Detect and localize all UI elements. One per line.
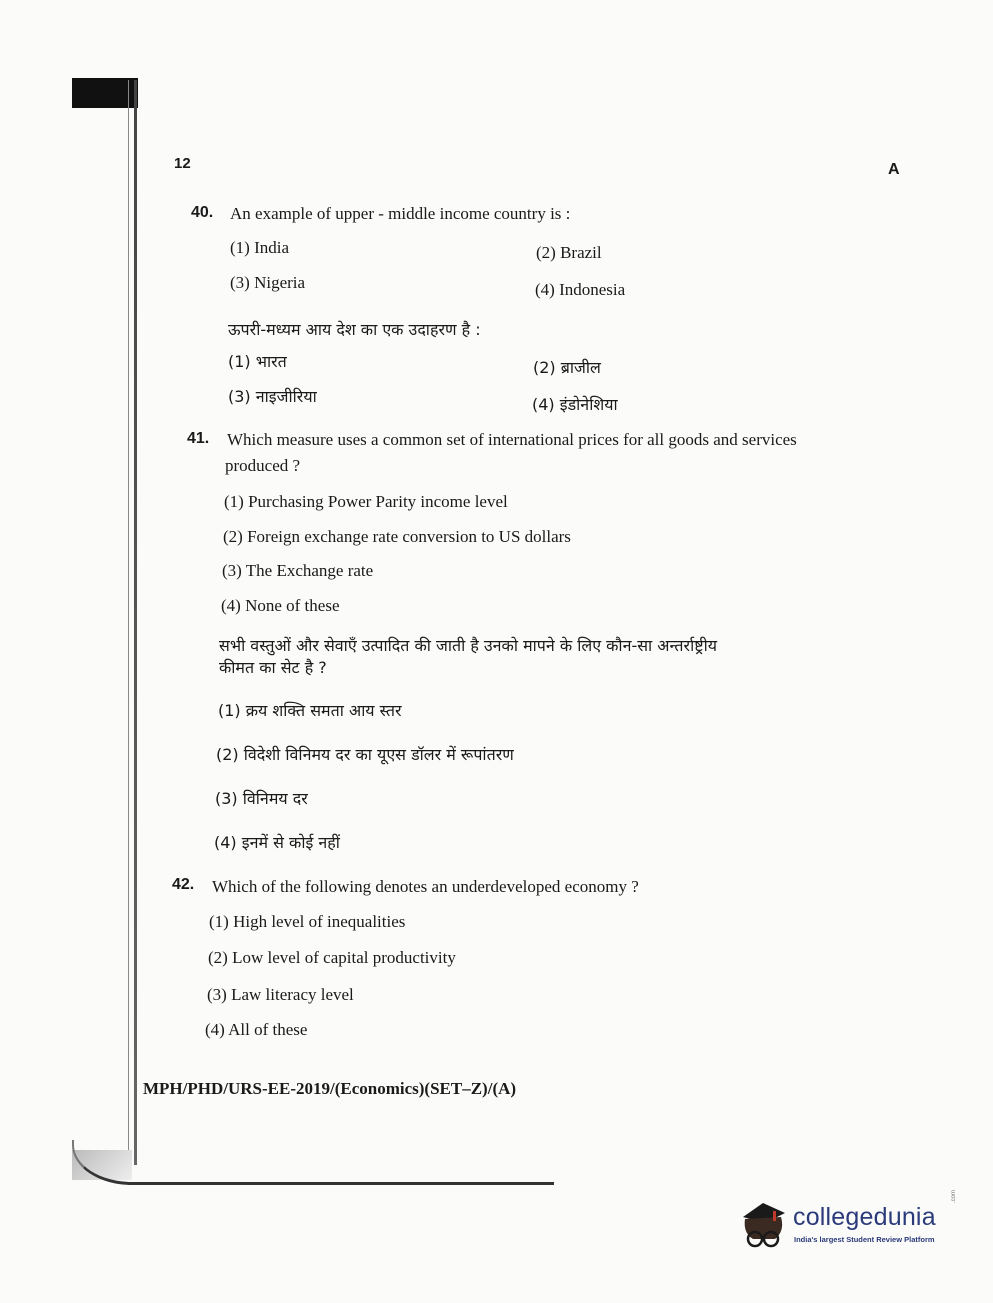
option-2-hindi: (2) ब्राजील xyxy=(533,358,601,377)
option-4: (4) Indonesia xyxy=(535,280,626,299)
option-1: (1) India xyxy=(230,238,290,257)
question-text: An example of upper - middle income country is : xyxy=(230,204,571,223)
paper-code: MPH/PHD/URS-EE-2019/(Economics)(SET–Z)/(A) xyxy=(143,1079,517,1098)
option-4: (4) None of these xyxy=(221,596,340,615)
option-4-hindi: (4) इंडोनेशिया xyxy=(532,395,618,414)
option-1: (1) High level of inequalities xyxy=(209,912,406,931)
option-3-hindi: (3) नाइजीरिया xyxy=(228,387,317,406)
question-text-line2: produced ? xyxy=(225,456,301,475)
option-3: (3) Nigeria xyxy=(230,273,306,292)
question-text-hindi-line1: सभी वस्तुओं और सेवाएँ उत्पादित की जाती है उनको मापने के लिए कौन-सा अन्तर्राष्ट्रीय xyxy=(219,636,718,655)
option-1-hindi: (1) क्रय शक्ति समता आय स्तर xyxy=(218,701,402,720)
collegedunia-logo xyxy=(735,1189,960,1257)
option-1: (1) Purchasing Power Parity income level xyxy=(224,492,508,511)
option-2: (2) Foreign exchange rate conversion to US dollars xyxy=(223,527,571,546)
option-3-hindi: (3) विनिमय दर xyxy=(215,789,308,808)
option-3: (3) Law literacy level xyxy=(207,985,354,1004)
page-number: 12 xyxy=(174,155,191,172)
question-number: 42. xyxy=(172,876,195,893)
option-4-hindi: (4) इनमें से कोई नहीं xyxy=(214,833,340,852)
page-binding-edge xyxy=(134,80,137,1165)
brand-name: collegedunia xyxy=(793,1203,936,1231)
question-number: 41. xyxy=(187,430,210,447)
option-3: (3) The Exchange rate xyxy=(222,561,374,580)
question-number: 40. xyxy=(191,204,214,221)
question-text-line1: Which measure uses a common set of international prices for all goods and services xyxy=(227,430,797,449)
page-binding-line xyxy=(128,80,129,1170)
question-text-hindi: ऊपरी-मध्यम आय देश का एक उदाहरण है : xyxy=(228,320,481,339)
option-1-hindi: (1) भारत xyxy=(228,352,287,371)
option-4: (4) All of these xyxy=(205,1020,308,1039)
option-2-hindi: (2) विदेशी विनिमय दर का यूएस डॉलर में रूपांतरण xyxy=(216,745,514,764)
brand-tagline: India's largest Student Review Platform xyxy=(794,1235,935,1244)
question-text: Which of the following denotes an underdeveloped economy ? xyxy=(212,877,639,896)
booklet-set: A xyxy=(888,161,900,178)
option-2: (2) Brazil xyxy=(536,243,602,262)
brand-suffix: .com xyxy=(951,1189,957,1203)
page-bottom-edge xyxy=(72,1140,554,1185)
mascot-icon xyxy=(735,1195,793,1253)
option-2: (2) Low level of capital productivity xyxy=(208,948,456,967)
question-text-hindi-line2: कीमत का सेट है ? xyxy=(219,658,327,677)
